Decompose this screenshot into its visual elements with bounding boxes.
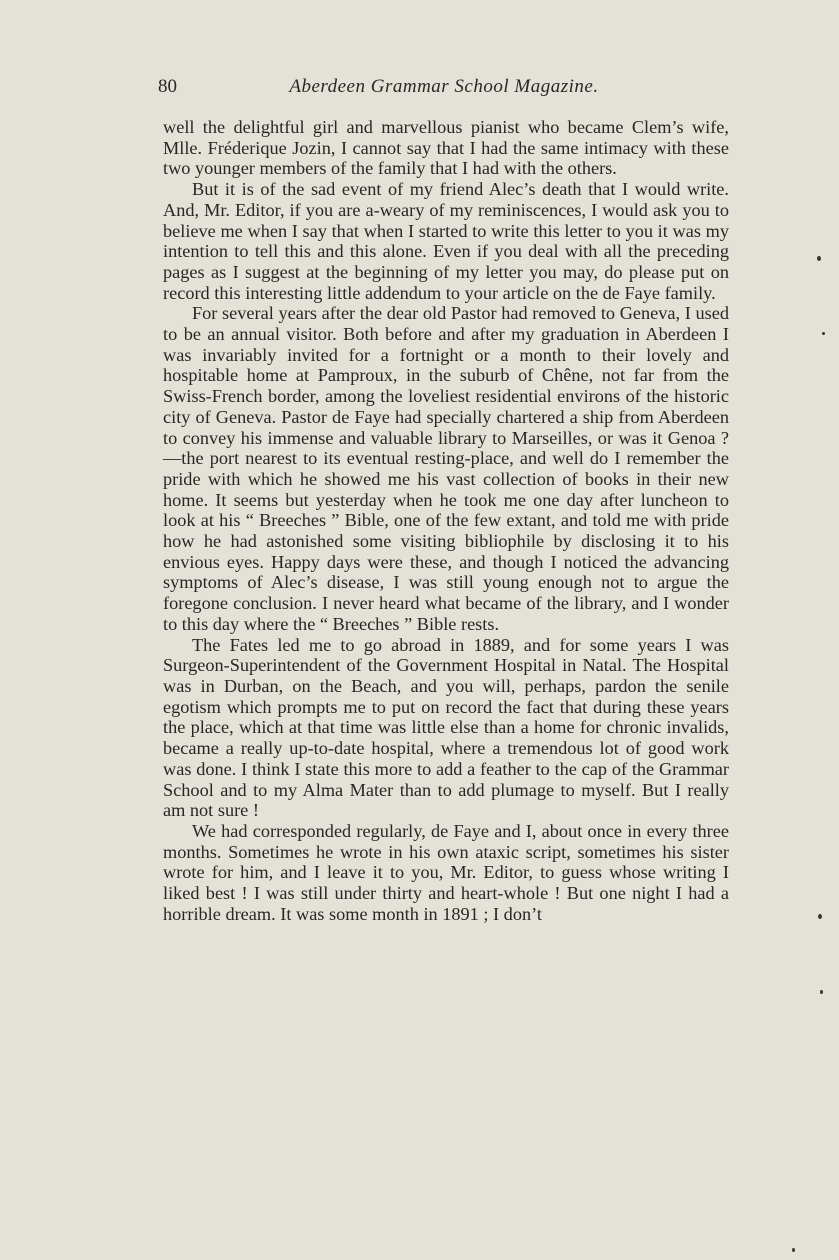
page-number: 80 xyxy=(158,76,177,97)
margin-speck xyxy=(817,256,821,261)
paragraph: For several years after the dear old Pastor had removed to Geneva, I used to be an annual visitor. Both before and after my graduation in Aberdeen I was invariably invited for a fortnight or a month to their lovely and hospitable home at Pamproux, in the suburb of Chêne, not far from the Swiss-French border, among the loveliest residential environs of the historic city of Geneva. Pastor de Faye had specially chartered a ship from Aberdeen to convey his immense and valuable library to Marseilles, or was it Genoa ?—the port nearest to its eventual resting-place, and well do I remember the pride with which he showed me his vast collection of books in their new home. It seems but yesterday when he took me one day after luncheon to look at his “ Breeches ” Bible, one of the few extant, and told me with pride how he had astonished some visiting bibliophile by disclosing it to his envious eyes. Happy days were these, and though I noticed the advancing symptoms of Alec’s disease, I was still young enough not to argue the foregone conclusion. I never heard what became of the library, and I wonder to this day where the “ Breeches ” Bible rests. xyxy=(163,303,729,634)
margin-speck xyxy=(792,1248,795,1252)
margin-speck xyxy=(820,990,823,994)
margin-speck xyxy=(822,332,825,335)
page-header xyxy=(158,76,730,104)
paragraph: well the delightful girl and marvellous pianist who became Clem’s wife, Mlle. Fréderique Jozin, I cannot say that I had the same intimacy with these two younger members of the family that I had with the others. xyxy=(163,117,729,179)
paragraph: But it is of the sad event of my friend Alec’s death that I would write. And, Mr. Editor, if you are a-weary of my reminiscences, I would ask you to believe me when I say that when I started to write this letter to you it was my intention to tell this and this alone. Even if you deal with all the preceding pages as I suggest at the beginning of my letter you may, do please put on record this interesting little addendum to your article on the de Faye family. xyxy=(163,179,729,303)
paragraph: The Fates led me to go abroad in 1889, and for some years I was Surgeon-Superintendent of the Government Hospital in Natal. The Hospital was in Durban, on the Beach, and you will, perhaps, pardon the senile egotism which prompts me to put on record the fact that during these years the place, which at that time was little else than a home for chronic invalids, became a really up-to-date hospital, where a tremendous lot of good work was done. I think I state this more to add a feather to the cap of the Grammar School and to my Alma Mater than to add plumage to myself. But I really am not sure ! xyxy=(163,634,729,821)
margin-speck xyxy=(818,914,822,919)
paragraph: We had corresponded regularly, de Faye and I, about once in every three months. Sometimes he wrote in his own ataxic script, sometimes his sister wrote for him, and I leave it to you, Mr. Editor, to guess whose writing I liked best ! I was still under thirty and heart-whole ! But one night I had a horrible dream. It was some month in 1891 ; I don’t xyxy=(163,820,729,924)
running-title: Aberdeen Grammar School Magazine. xyxy=(289,76,599,97)
body-text xyxy=(163,117,729,924)
